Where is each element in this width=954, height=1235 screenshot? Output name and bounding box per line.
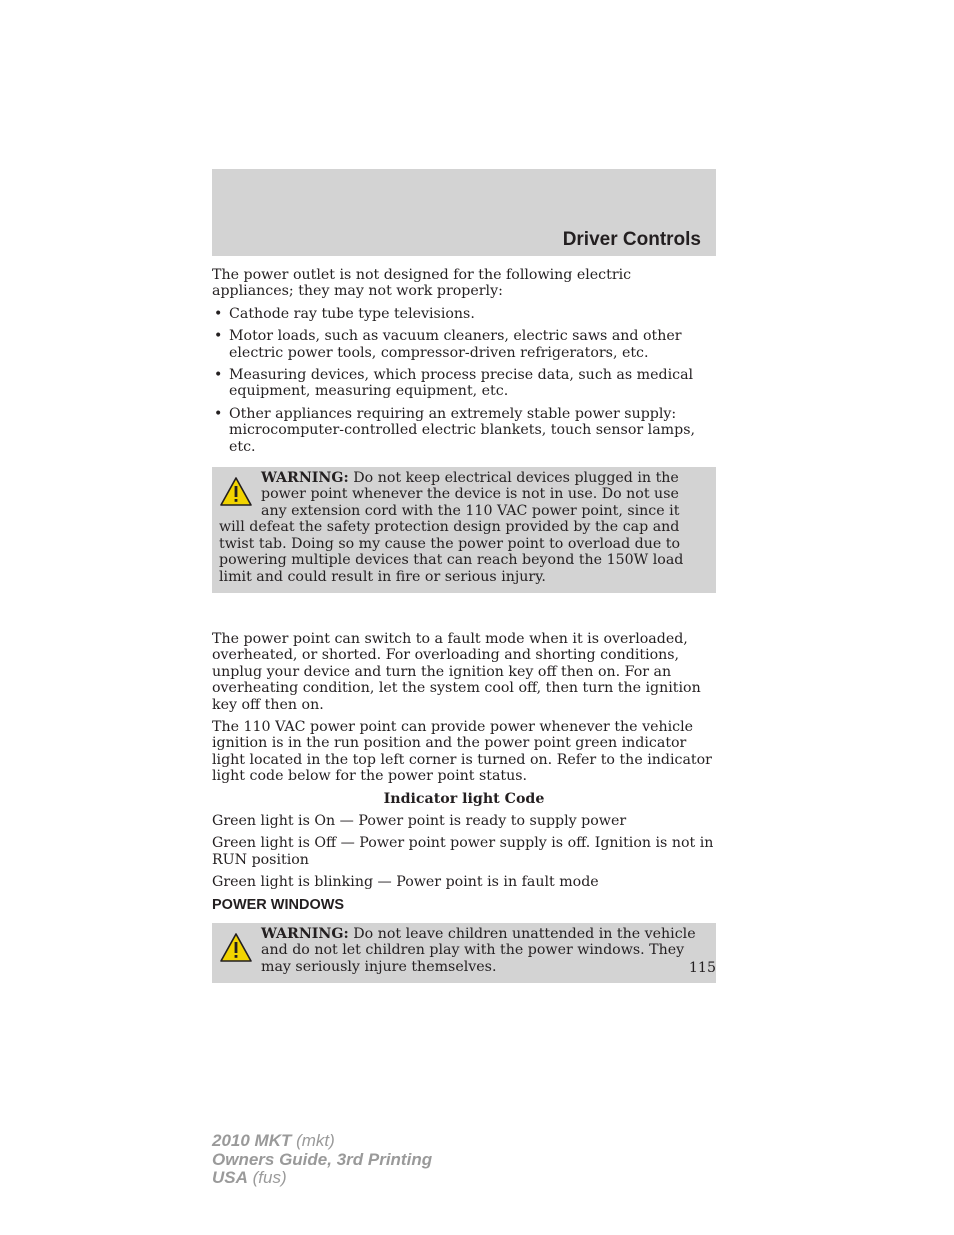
section-header-band (212, 169, 716, 256)
warning-box-power-point (212, 467, 716, 593)
warning-text: Do not keep electrical devices plugged in the power point whenever the device is not in use. Do not use any extension cord with the 110 VAC power point, since it will defeat the safety protection design provided by the cap and twist tab. Doing so my cause the power point to overload due to powering multiple devices that can reach beyond the 150W load limit and could result in fire or serious injury. (219, 470, 684, 585)
bullet-icon: • (214, 367, 223, 384)
indicator-line-blinking: Green light is blinking — Power point is in fault mode (212, 874, 599, 891)
power-point-paragraph: The 110 VAC power point can provide power whenever the vehicle ignition is in the run position and the power point green indicator light located in the top left corner is turned on. Refer to the indicator light code below for the power point status. (212, 718, 712, 785)
list-item: • Motor loads, such as vacuum cleaners, electric saws and other electric power tools, compressor-driven refrigerators, etc. (214, 328, 682, 361)
page-content (212, 267, 716, 983)
list-item: • Cathode ray tube type televisions. (214, 305, 475, 322)
section-title: Driver Controls (562, 229, 701, 250)
appliance-list (212, 306, 716, 455)
fault-mode-paragraph: The power point can switch to a fault mode when it is overloaded, overheated, or shorted. For overloading and shorting conditions, unplug your device and turn the ignition key off then on. For an overheating condition, let the system cool off, then turn the ignition key off then on. (212, 630, 701, 713)
footer-line-model: 2010 MKT (mkt) (212, 1131, 335, 1150)
warning-triangle-icon (219, 931, 253, 965)
indicator-line-off: Green light is Off — Power point power supply is off. Ignition is not in RUN position (212, 835, 714, 868)
list-item: • Measuring devices, which process precise data, such as medical equipment, measuring equipment, etc. (214, 367, 694, 400)
footer-line-guide: Owners Guide, 3rd Printing (212, 1149, 433, 1169)
warning-box-power-windows (212, 923, 716, 983)
warning-label: WARNING: (261, 926, 349, 942)
warning-text: Do not leave children unattended in the vehicle and do not let children play with the power windows. They may seriously injure themselves. (261, 926, 696, 975)
warning-label: WARNING: (261, 470, 349, 487)
indicator-line-on: Green light is On — Power point is ready to supply power (212, 812, 627, 829)
page-number: 115 (688, 960, 716, 976)
power-windows-heading: POWER WINDOWS (212, 896, 345, 913)
warning-triangle-icon (219, 475, 253, 509)
bullet-icon: • (214, 328, 223, 345)
footer-line-region: USA (fus) (212, 1168, 287, 1187)
intro-paragraph: The power outlet is not designed for the following electric appliances; they may not work properly: (212, 267, 632, 300)
document-footer (212, 1132, 432, 1188)
indicator-code-title: Indicator light Code (383, 790, 545, 807)
list-item: • Other appliances requiring an extremely stable power supply: microcomputer-controlled electric blankets, touch sensor lamps, etc. (214, 405, 695, 455)
bullet-icon: • (214, 305, 223, 322)
bullet-icon: • (214, 405, 223, 422)
